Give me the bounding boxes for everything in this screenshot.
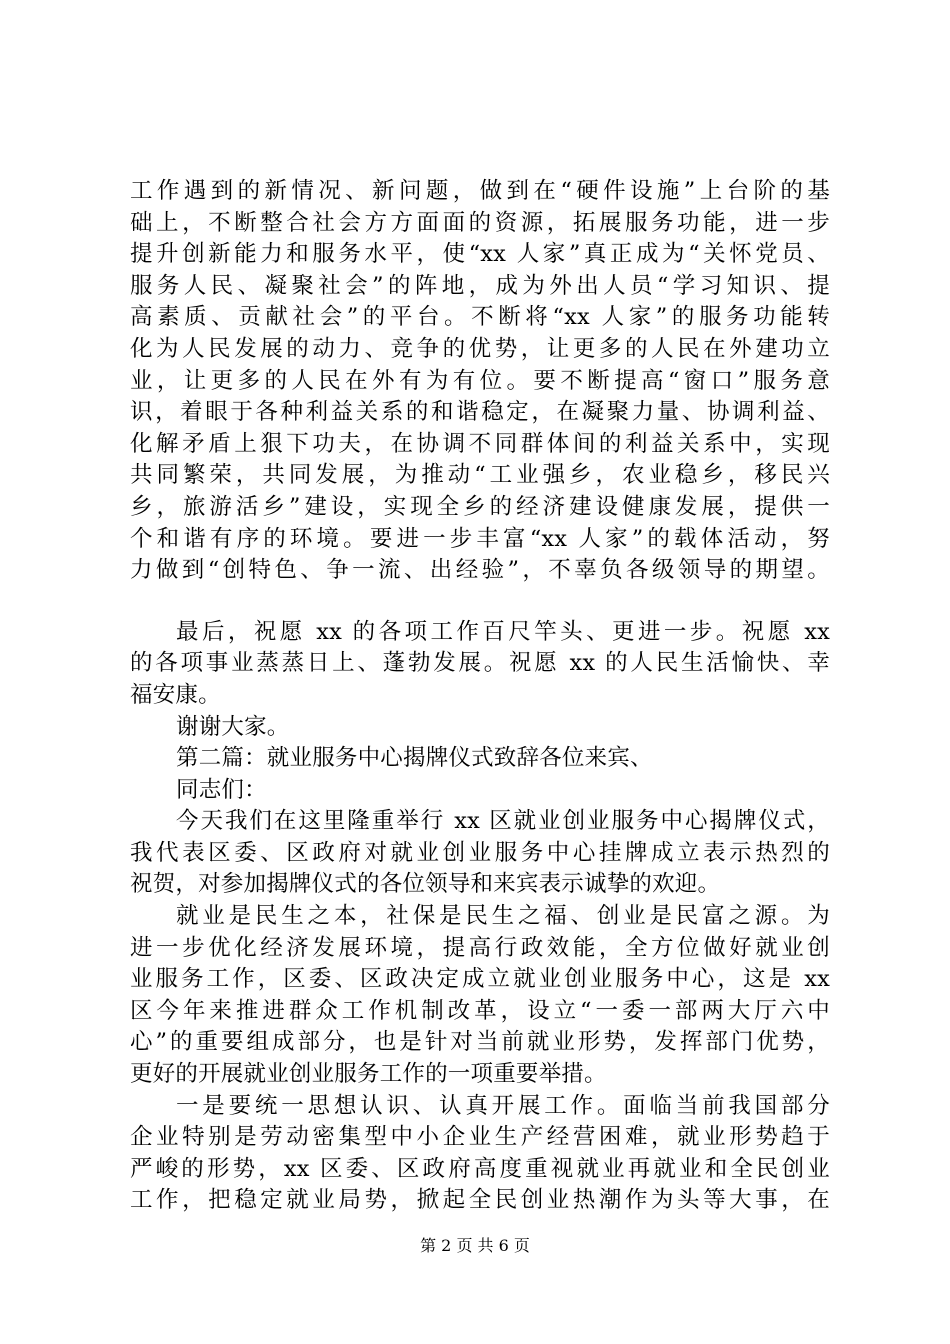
text-line: 业服务工作，区委、区政决定成立就业创业服务中心，这是 xx xyxy=(130,966,830,993)
text-line: 严峻的形势，xx 区委、区政府高度重视就业再就业和全民创业 xyxy=(130,1155,830,1182)
document-body xyxy=(130,176,830,1217)
text-line: 共同繁荣，共同发展，为推动“工业强乡，农业稳乡，移民兴 xyxy=(130,462,830,489)
text-line: 福安康。 xyxy=(130,681,221,708)
text-line: 识，着眼于各种利益关系的和谐稳定，在凝聚力量、协调利益、 xyxy=(130,399,830,426)
text-line: 服务人民、凝聚社会”的阵地，成为外出人员“学习知识、提 xyxy=(130,272,830,299)
section-heading: 第二篇：就业服务中心揭牌仪式致辞各位来宾、 xyxy=(176,745,653,772)
text-line: 化为人民发展的动力、竞争的优势，让更多的人民在外建功立 xyxy=(130,335,830,362)
text-line: 进一步优化经济发展环境，提高行政效能，全方位做好就业创 xyxy=(130,934,830,961)
text-line: 化解矛盾上狠下功夫，在协调不同群体间的利益关系中，实现 xyxy=(130,430,830,457)
text-line: 提升创新能力和服务水平，使“xx 人家”真正成为“关怀党员、 xyxy=(130,241,830,268)
text-line: 谢谢大家。 xyxy=(176,713,290,740)
paragraph-gap xyxy=(130,587,830,617)
text-line: 企业特别是劳动密集型中小企业生产经营困难，就业形势趋于 xyxy=(130,1124,830,1151)
text-line: 个和谐有序的环境。要进一步丰富“xx 人家”的载体活动，努 xyxy=(130,525,830,552)
text-line: 高素质、贡献社会”的平台。不断将“xx 人家”的服务功能转 xyxy=(130,304,830,331)
text-line: 工作，把稳定就业局势，掀起全民创业热潮作为头等大事，在 xyxy=(130,1187,830,1214)
text-line: 力做到“创特色、争一流、出经验”，不辜负各级领导的期望。 xyxy=(130,557,830,584)
text-line: 同志们： xyxy=(176,776,267,803)
text-line: 础上，不断整合社会方方面面的资源，拓展服务功能，进一步 xyxy=(130,209,830,236)
text-line: 更好的开展就业创业服务工作的一项重要举措。 xyxy=(130,1061,607,1088)
text-line: 就业是民生之本，社保是民生之福、创业是民富之源。为 xyxy=(176,903,830,930)
text-line: 最后，祝愿 xx 的各项工作百尺竿头、更进一步。祝愿 xx xyxy=(176,618,830,645)
text-line: 祝贺，对参加揭牌仪式的各位领导和来宾表示诚挚的欢迎。 xyxy=(130,871,721,898)
page-number-footer: 第 2 页 共 6 页 xyxy=(420,1236,530,1255)
text-line: 心”的重要组成部分，也是针对当前就业形势，发挥部门优势， xyxy=(130,1029,830,1056)
text-line: 区今年来推进群众工作机制改革，设立“一委一部两大厅六中 xyxy=(130,997,830,1024)
text-line: 一是要统一思想认识、认真开展工作。面临当前我国部分 xyxy=(176,1092,830,1119)
text-line: 业，让更多的人民在外有为有位。要不断提高“窗口”服务意 xyxy=(130,367,830,394)
text-line: 的各项事业蒸蒸日上、蓬勃发展。祝愿 xx 的人民生活愉快、幸 xyxy=(130,650,830,677)
text-line: 我代表区委、区政府对就业创业服务中心挂牌成立表示热烈的 xyxy=(130,839,830,866)
text-line: 今天我们在这里隆重举行 xx 区就业创业服务中心揭牌仪式， xyxy=(176,808,830,835)
text-line: 工作遇到的新情况、新问题，做到在“硬件设施”上台阶的基 xyxy=(130,178,830,204)
text-line: 乡，旅游活乡”建设，实现全乡的经济建设健康发展，提供一 xyxy=(130,493,830,520)
